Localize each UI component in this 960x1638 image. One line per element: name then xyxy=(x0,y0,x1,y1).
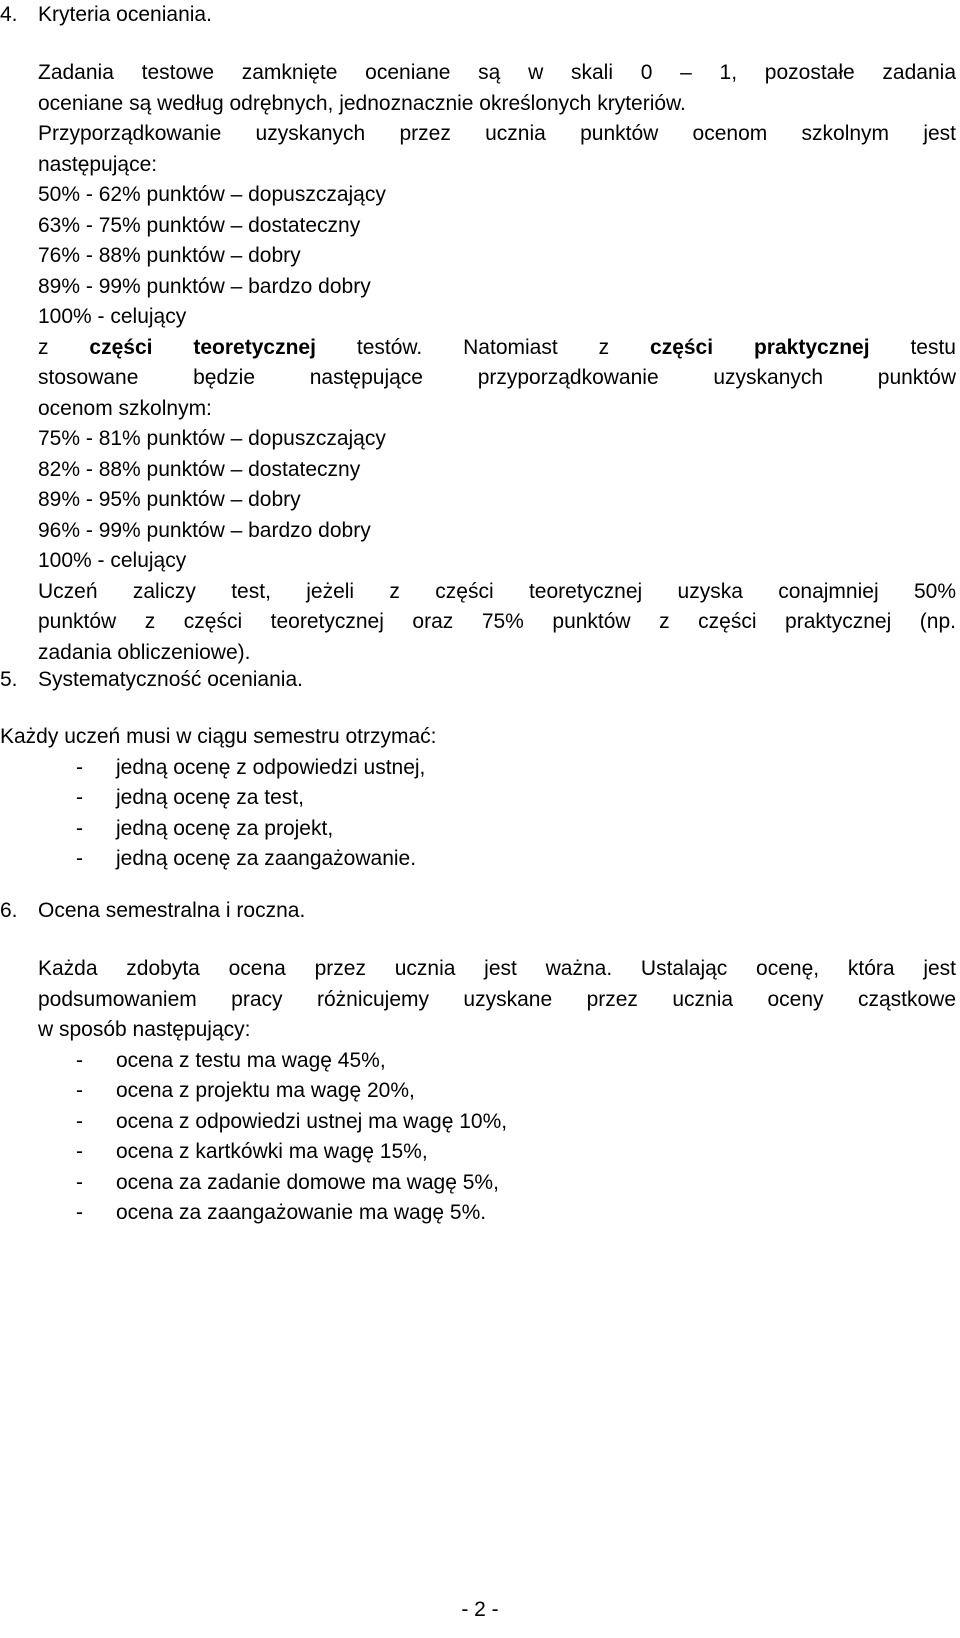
list-item xyxy=(76,1137,956,1168)
list-dash: - xyxy=(76,1201,83,1224)
list-item xyxy=(76,844,960,875)
grade-scale-item: 100% - celujący xyxy=(38,549,187,572)
bold-text-practice: części praktycznej xyxy=(650,335,870,359)
list-item-text: jedną ocenę za projekt, xyxy=(116,816,334,840)
list-dash: - xyxy=(76,816,83,840)
section-number: 6. xyxy=(0,899,18,922)
list-item-text: ocena z projektu ma wagę 20%, xyxy=(116,1079,415,1102)
grade-scale-item: 100% - celujący xyxy=(38,305,187,328)
list-dash: - xyxy=(76,847,83,870)
list-item xyxy=(76,1046,956,1077)
paragraph-line: Zadania testowe zamknięte oceniane są w skali 0 – 1, pozostałe zadania xyxy=(38,61,956,84)
section-number: 5. xyxy=(0,668,18,691)
text-run: z xyxy=(38,335,90,359)
section-5-heading xyxy=(0,665,960,696)
grade-scale-item: 89% - 95% punktów – dobry xyxy=(38,488,301,511)
list-dash: - xyxy=(76,755,83,779)
bold-text-theory: części teoretycznej xyxy=(89,335,316,359)
paragraph-line: Każda zdobyta ocena przez ucznia jest ważna. Ustalając ocenę, która jest xyxy=(38,957,956,980)
paragraph-line: zadania obliczeniowe). xyxy=(38,640,251,664)
paragraph-line: Każdy uczeń musi w ciągu semestru otrzymać: xyxy=(0,725,437,748)
list-item xyxy=(76,1076,956,1107)
section-6-body xyxy=(38,954,956,1229)
list-item xyxy=(76,814,960,845)
section-title: Ocena semestralna i roczna. xyxy=(38,899,306,922)
paragraph-line: w sposób następujący: xyxy=(38,1018,251,1041)
grade-scale-item: 82% - 88% punktów – dostateczny xyxy=(38,457,361,481)
section-number: 4. xyxy=(0,3,18,26)
paragraph-line: Uczeń zaliczy test, jeżeli z części teoretycznej uzyska conajmniej 50% xyxy=(38,579,956,603)
section-title: Systematyczność oceniania. xyxy=(38,668,303,691)
grade-scale-item: 76% - 88% punktów – dobry xyxy=(38,244,301,267)
list-dash: - xyxy=(76,786,83,809)
grade-scale-item: 96% - 99% punktów – bardzo dobry xyxy=(38,518,371,542)
list-item-text: jedną ocenę z odpowiedzi ustnej, xyxy=(116,755,426,779)
list-item-text: jedną ocenę za zaangażowanie. xyxy=(116,847,417,870)
paragraph-line: punktów z części teoretycznej oraz 75% punktów z części praktycznej (np. xyxy=(38,610,956,633)
list-item-text: ocena z kartkówki ma wagę 15%, xyxy=(116,1140,428,1163)
paragraph-line: następujące: xyxy=(38,152,158,176)
grade-scale-item: 75% - 81% punktów – dopuszczający xyxy=(38,427,386,450)
page-number: - 2 - xyxy=(461,1598,499,1621)
mixed-emphasis-line xyxy=(38,333,956,364)
list-item-text: ocena za zadanie domowe ma wagę 5%, xyxy=(116,1170,499,1194)
section-title: Kryteria oceniania. xyxy=(38,3,212,26)
grade-scale-item: 63% - 75% punktów – dostateczny xyxy=(38,213,361,237)
section-5-body xyxy=(0,722,960,875)
list-item-text: ocena za zaangażowanie ma wagę 5%. xyxy=(116,1201,487,1224)
text-run: testu xyxy=(869,335,956,359)
list-dash: - xyxy=(76,1079,83,1102)
section-6-heading xyxy=(0,896,960,927)
text-run: testów. Natomiast z xyxy=(315,335,651,359)
list-dash: - xyxy=(76,1170,83,1194)
list-item-text: ocena z odpowiedzi ustnej ma wagę 10%, xyxy=(116,1109,508,1133)
list-dash: - xyxy=(76,1048,83,1072)
grade-scale-item: 50% - 62% punktów – dopuszczający xyxy=(38,183,386,206)
list-item xyxy=(76,1168,956,1199)
list-item xyxy=(76,753,960,784)
list-dash: - xyxy=(76,1140,83,1163)
paragraph-line: podsumowaniem pracy różnicujemy uzyskane przez ucznia oceny cząstkowe xyxy=(38,987,956,1011)
grade-scale-item: 89% - 99% punktów – bardzo dobry xyxy=(38,274,371,298)
list-item-text: jedną ocenę za test, xyxy=(116,786,304,809)
list-item xyxy=(76,783,960,814)
list-item xyxy=(76,1198,956,1229)
paragraph-line: ocenom szkolnym: xyxy=(38,396,212,420)
list-item xyxy=(76,1107,956,1138)
section-4-heading xyxy=(0,0,960,31)
paragraph-line: oceniane są według odrębnych, jednoznacznie określonych kryteriów. xyxy=(38,91,686,115)
section-4-body xyxy=(38,58,956,668)
weights-list xyxy=(38,1046,956,1229)
list-dash: - xyxy=(76,1109,83,1133)
list-item-text: ocena z testu ma wagę 45%, xyxy=(116,1048,386,1072)
paragraph-line: Przyporządkowanie uzyskanych przez ucznia punktów ocenom szkolnym jest xyxy=(38,122,956,145)
paragraph-line: stosowane będzie następujące przyporządkowanie uzyskanych punktów xyxy=(38,366,956,389)
requirements-list xyxy=(0,753,960,875)
